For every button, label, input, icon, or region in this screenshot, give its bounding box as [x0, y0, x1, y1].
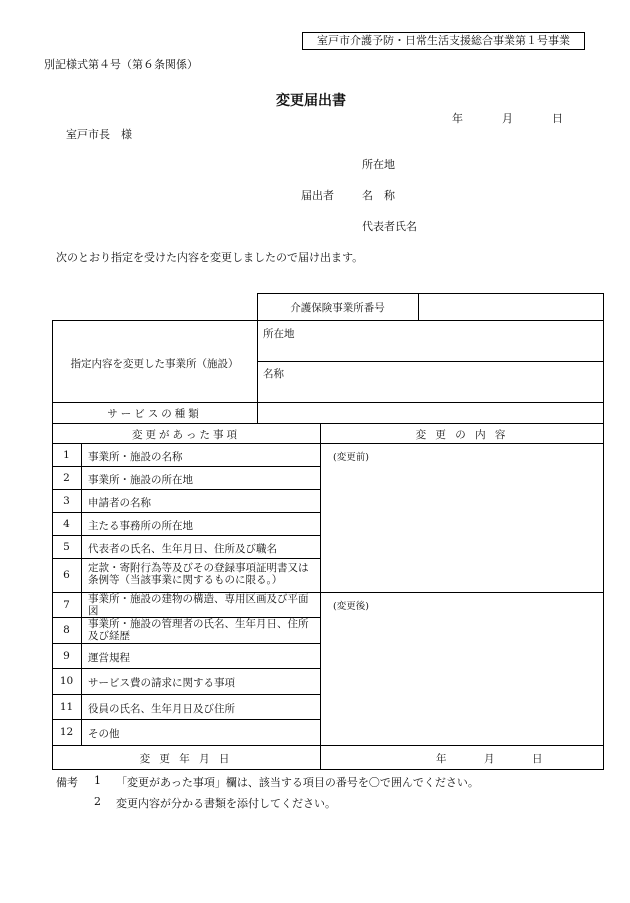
- office-number-label: 介護保険事業所番号: [290, 302, 385, 314]
- after-label: (変更後): [333, 601, 369, 612]
- after-content-field[interactable]: [321, 593, 602, 744]
- facility-name-label: 名称: [263, 368, 284, 380]
- before-content-field[interactable]: [321, 444, 602, 591]
- facility-label: 指定内容を変更した事業所（施設）: [70, 358, 239, 370]
- date-day-label: 日: [552, 112, 563, 125]
- before-label: (変更前): [333, 452, 369, 463]
- item-text: 事業所・施設の管理者の氏名、生年月日、住所及び経歴: [88, 618, 309, 642]
- item-text: 事業所・施設の所在地: [88, 474, 193, 486]
- program-label-box: 室戸市介護予防・日常生活支援総合事業第１号事業: [302, 32, 585, 50]
- change-date-field[interactable]: [321, 746, 602, 768]
- submitter-representative-label: 代表者氏名: [362, 220, 417, 233]
- office-number-field[interactable]: [419, 294, 602, 320]
- item-number[interactable]: 12: [59, 726, 74, 738]
- item-number[interactable]: 2: [63, 472, 70, 484]
- addressee: 室戸市長 様: [66, 128, 132, 141]
- changed-items-header: 変更があった事項: [132, 429, 240, 441]
- note-text: 変更内容が分かる書類を添付してください。: [116, 797, 336, 810]
- submitter-address-label: 所在地: [362, 158, 395, 171]
- change-date-month: 月: [484, 753, 495, 765]
- page-title: 変更届出書: [276, 93, 346, 109]
- note-number: 2: [94, 795, 101, 808]
- item-number[interactable]: 7: [63, 599, 70, 611]
- note-number: 1: [94, 774, 101, 787]
- change-date-label: 変 更 年 月 日: [139, 753, 233, 765]
- change-date-day: 日: [532, 753, 543, 765]
- item-number[interactable]: 1: [63, 449, 70, 461]
- change-content-header: 変 更 の 内 容: [415, 429, 509, 441]
- item-number[interactable]: 3: [63, 495, 70, 507]
- date-year-label: 年: [452, 112, 463, 125]
- facility-address-label: 所在地: [263, 328, 295, 340]
- item-text: 事業所・施設の名称: [88, 451, 183, 463]
- item-number[interactable]: 9: [63, 650, 70, 662]
- notes-label: 備考: [56, 776, 78, 789]
- item-text: 役員の氏名、生年月日及び住所: [88, 703, 235, 715]
- item-number[interactable]: 11: [59, 701, 74, 713]
- submitter-name-label: 名 称: [362, 189, 395, 202]
- intro-text: 次のとおり指定を受けた内容を変更しましたので届け出ます。: [56, 251, 364, 264]
- item-text: 代表者の氏名、生年月日、住所及び職名: [88, 543, 277, 555]
- item-text: サービス費の請求に関する事項: [88, 677, 235, 689]
- item-number[interactable]: 10: [59, 675, 74, 687]
- service-type-field[interactable]: [258, 403, 602, 422]
- date-month-label: 月: [502, 112, 513, 125]
- item-number[interactable]: 8: [63, 624, 70, 636]
- item-text: 事業所・施設の建物の構造、専用区画及び平面図: [88, 593, 309, 617]
- facility-address-field[interactable]: [258, 321, 602, 360]
- item-number[interactable]: 6: [63, 569, 70, 581]
- change-date-year: 年: [436, 753, 447, 765]
- item-text: 運営規程: [88, 652, 130, 664]
- item-text: その他: [88, 728, 120, 740]
- item-number[interactable]: 5: [63, 541, 70, 553]
- submitter-label: 届出者: [301, 189, 334, 202]
- item-text: 定款・寄附行為等及びその登録事項証明書又は条例等（当該事業に関するものに限る。）: [88, 562, 309, 586]
- form-number: 別記様式第４号（第６条関係）: [44, 58, 198, 71]
- item-text: 主たる事務所の所在地: [88, 520, 193, 532]
- note-text: 「変更があった事項」欄は、該当する項目の番号を〇で囲んでください。: [116, 776, 479, 789]
- item-number[interactable]: 4: [63, 518, 70, 530]
- facility-name-field[interactable]: [258, 362, 602, 401]
- service-type-label: サービスの種類: [107, 408, 202, 420]
- item-text: 申請者の名称: [88, 497, 151, 509]
